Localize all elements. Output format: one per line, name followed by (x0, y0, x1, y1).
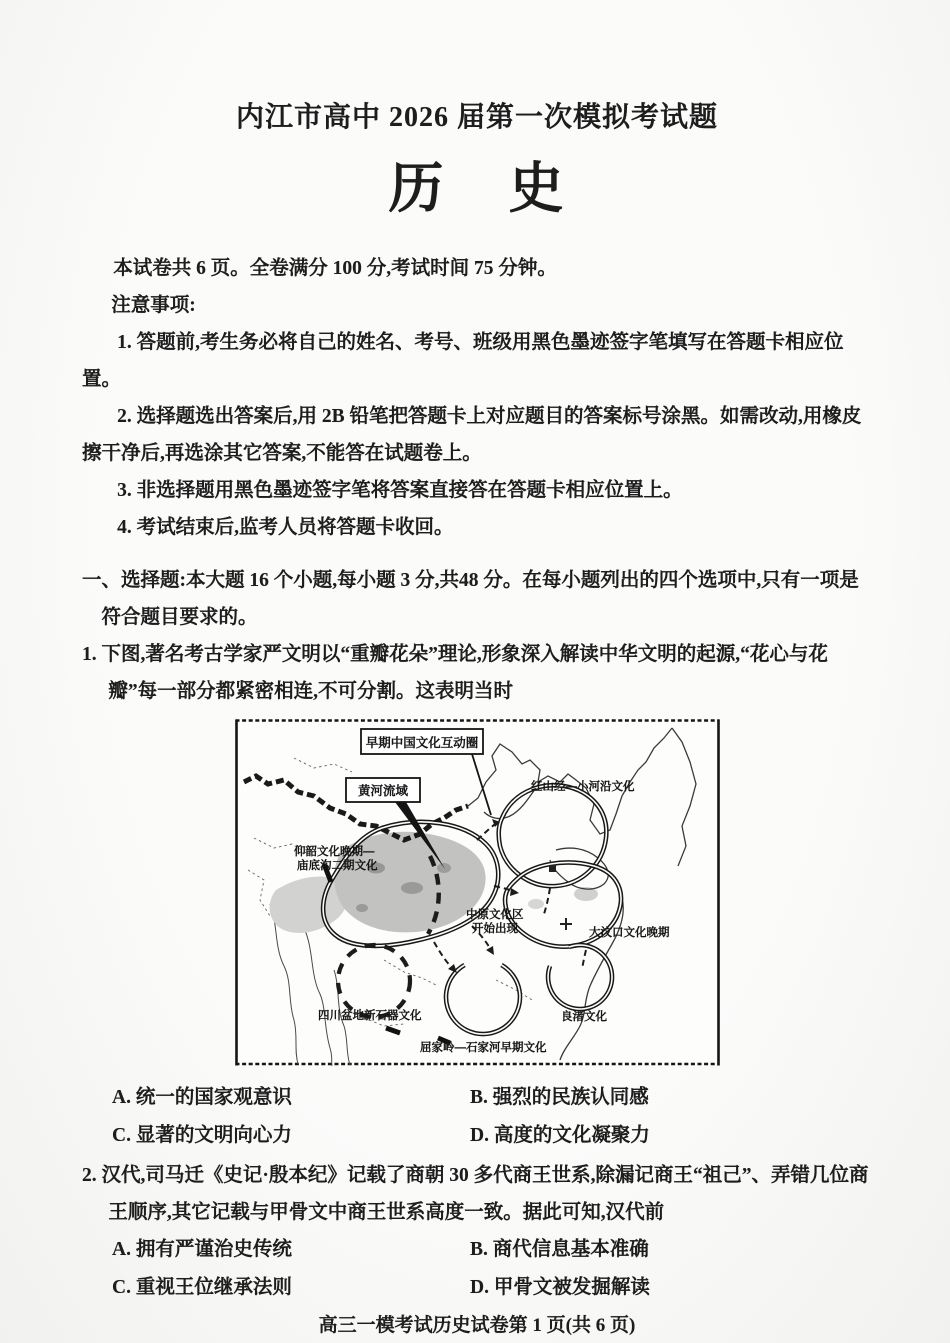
culture-map (234, 718, 722, 1068)
map-label-hongshan: 红山经—小河沿文化 (531, 781, 635, 793)
exam-info-line: 本试卷共 6 页。全卷满分 100 分,考试时间 75 分钟。 (113, 258, 557, 279)
note-item-2: 2. 选择题选出答案后,用 2B 铅笔把答题卡上对应题目的答案标号涂黑。如需改动,用橡皮擦干净后,再选涂其它答案,不能答在试题卷上。 (82, 406, 862, 464)
subject-title: 历 史 (388, 158, 566, 219)
question1-options-row1 (82, 1079, 872, 1117)
section1-heading: 一、选择题:本大题 16 个小题,每小题 3 分,共48 分。在每小题列出的四个选项中,只有一项是符合题目要求的。 (82, 570, 859, 628)
note-item-1: 1. 答题前,考生务必将自己的姓名、考号、班级用黑色墨迹签字笔填写在答题卡相应位置。 (82, 332, 844, 390)
shaded-patch (401, 882, 423, 894)
map-speck (549, 865, 556, 872)
map-label-yangshao-line2: 庙底沟二期文化 (297, 860, 378, 872)
question2-option-a: A. 拥有严谨治史传统 (112, 1239, 292, 1260)
shaded-patch (437, 863, 451, 873)
question1-option-d: D. 高度的文化凝聚力 (470, 1125, 650, 1146)
question2-option-c: C. 重视王位继承法则 (112, 1277, 292, 1298)
note-item-3: 3. 非选择题用黑色墨迹签字笔将答案直接答在答题卡相应位置上。 (117, 480, 683, 501)
map-label-yangshao-line1: 仰韶文化晚期— (294, 846, 375, 858)
question1-options-row2 (82, 1117, 872, 1155)
question1-map-figure (234, 718, 722, 1073)
map-label-sichuan: 四川盆地新石器文化 (318, 1010, 422, 1022)
exam-title: 内江市高中 2026 届第一次模拟考试题 (235, 102, 718, 133)
question1-option-b: B. 强烈的民族认同感 (470, 1087, 649, 1108)
note-item-4: 4. 考试结束后,监考人员将答题卡收回。 (117, 517, 454, 538)
question2-option-d: D. 甲骨文被发掘解读 (470, 1277, 650, 1298)
map-label-qujialing: 屈家岭—石家河早期文化 (420, 1042, 547, 1054)
question2-options-row1 (82, 1231, 872, 1269)
map-label-zhongyuan-line2: 开始出现 (472, 923, 518, 935)
map-label-interaction-circle: 早期中国文化互动圈 (365, 736, 479, 750)
question1-option-c: C. 显著的文明向心力 (112, 1125, 292, 1146)
question2-options-row2 (82, 1269, 872, 1307)
question1-option-a: A. 统一的国家观意识 (112, 1087, 292, 1108)
notes-heading: 注意事项: (111, 295, 196, 316)
map-label-zhongyuan-line1: 中原文化区 (466, 909, 524, 921)
shaded-patch (356, 904, 368, 912)
map-label-dawenkou: 大汶口文化晚期 (589, 927, 670, 939)
question1-stem: 1. 下图,著名考古学家严文明以“重瓣花朵”理论,形象深入解读中华文明的起源,“花心与花瓣”每一部分都紧密相连,不可分割。这表明当时 (82, 644, 828, 702)
shaded-patch (528, 899, 544, 909)
map-label-liangzhu: 良渚文化 (561, 1011, 607, 1023)
question2-option-b: B. 商代信息基本准确 (470, 1239, 649, 1260)
question2-stem: 2. 汉代,司马迁《史记·殷本纪》记载了商朝 30 多代商王世系,除漏记商王“祖己”、弄错几位商王顺序,其它记载与甲骨文中商王世系高度一致。据此可知,汉代前 (82, 1165, 869, 1223)
map-label-yellow-river: 黄河流域 (357, 784, 409, 798)
page-footer: 高三一模考试历史试卷第 1 页(共 6 页) (318, 1315, 636, 1336)
